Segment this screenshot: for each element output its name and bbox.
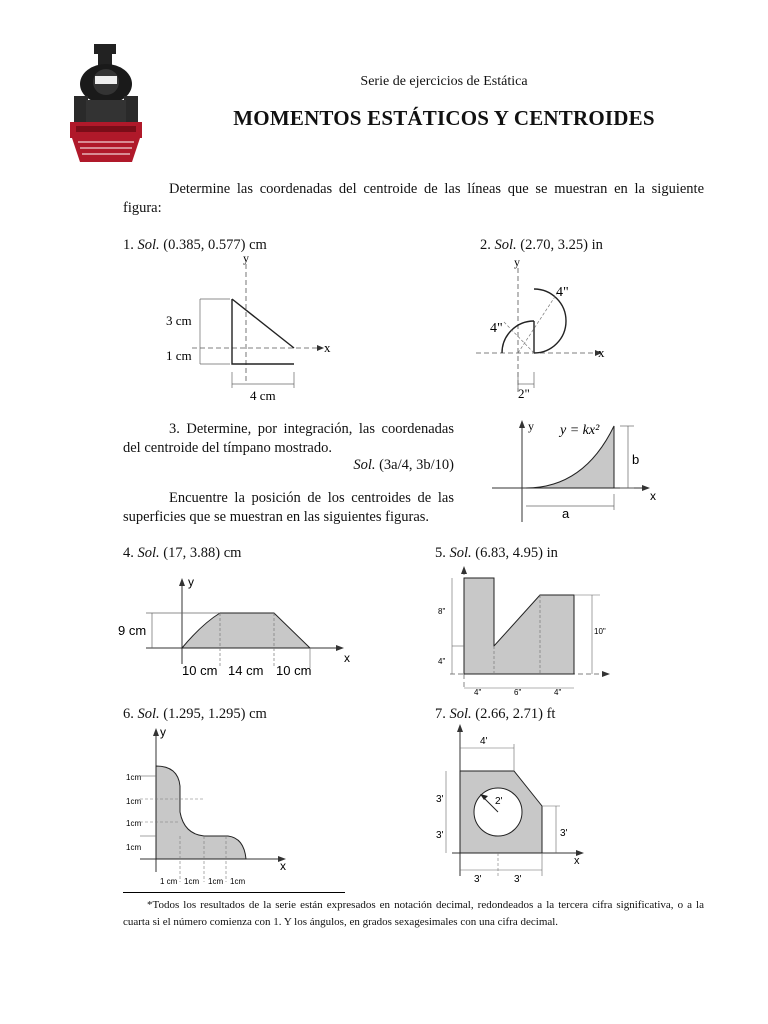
- fig2-x-label: x: [598, 345, 605, 360]
- fig6-1cm-h4: 1cm: [230, 877, 246, 886]
- fig6-1cm-h1: 1 cm: [160, 877, 178, 886]
- fig6-1cm-v3: 1cm: [126, 819, 142, 828]
- figure-6: [120, 722, 300, 892]
- fig1-3cm: 3 cm: [166, 313, 192, 328]
- figure-7: [430, 716, 600, 888]
- fig4-y-label: y: [188, 575, 194, 589]
- fig5-4in-a: 4": [474, 688, 482, 697]
- figure-5: [430, 564, 620, 698]
- fig5-10in: 10": [594, 627, 606, 636]
- fig2-y-label: y: [514, 255, 520, 269]
- fig7-3ft-v2: 3': [436, 830, 444, 841]
- fig5-4in-b: 4": [554, 688, 562, 697]
- fig3-b: b: [632, 452, 640, 467]
- fig4-10cm-a: 10 cm: [182, 663, 218, 678]
- fig7-2ft: 2': [495, 796, 503, 807]
- problem-3-text: 3. Determine, por integración, las coordenadas del centroide del tímpano mostrado.: [123, 421, 454, 456]
- fig4-14cm: 14 cm: [228, 663, 264, 678]
- fig4-x-label: x: [344, 651, 350, 665]
- fig7-3ft-v1: 3': [436, 794, 444, 805]
- fig1-y-label: y: [243, 252, 249, 265]
- fig6-1cm-h2: 1cm: [184, 877, 200, 886]
- fig6-x-label: x: [280, 859, 286, 873]
- fig7-3ft-v3: 3': [560, 828, 568, 839]
- problem-4-label: 4. Sol. (17, 3.88) cm: [123, 545, 242, 561]
- fig3-y-label: y: [528, 419, 534, 433]
- intro-paragraph: Determine las coordenadas del centroide de las líneas que se muestran en la siguiente figura:: [123, 181, 704, 216]
- fig3-x-label: x: [650, 489, 656, 503]
- fig1-x-label: x: [324, 340, 331, 355]
- figure-4: [116, 572, 366, 682]
- fig2-2in: 2": [518, 386, 530, 401]
- fig6-1cm-v1: 1cm: [126, 773, 142, 782]
- fig5-8in: 8": [438, 607, 446, 616]
- fig7-3ft-h1: 3': [474, 874, 482, 885]
- fig4-9cm: 9 cm: [118, 623, 147, 638]
- footnote: *Todos los resultados de la serie están expresados en notación decimal, redondeados a la tercera cifra significativa, o a la cuarta si el número comienza con 1. Y los ángulos, en grados sexagesimales con una cifra decimal.: [123, 899, 704, 928]
- fig7-4ft: 4': [480, 736, 488, 747]
- fig7-x-label: x: [574, 855, 580, 867]
- fig1-1cm: 1 cm: [166, 348, 192, 363]
- fig1-4cm: 4 cm: [250, 388, 276, 403]
- problem-6-label: 6. Sol. (1.295, 1.295) cm: [123, 706, 267, 722]
- problem-1-label: 1. Sol. (0.385, 0.577) cm: [123, 237, 267, 253]
- fig5-6in: 6": [514, 688, 522, 697]
- series-subtitle: Serie de ejercicios de Estática: [360, 74, 528, 89]
- fig3-equation: y = kx²: [560, 423, 600, 438]
- fig2-4in-lower: 4": [490, 321, 503, 336]
- train-logo: [66, 42, 154, 164]
- problem-7-label: 7. Sol. (2.66, 2.71) ft: [435, 706, 556, 722]
- fig6-1cm-h3: 1cm: [208, 877, 224, 886]
- problem-3-solution: Sol. (3a/4, 3b/10): [353, 457, 454, 473]
- figure-2: [470, 252, 620, 404]
- fig4-10cm-b: 10 cm: [276, 663, 312, 678]
- fig6-1cm-v2: 1cm: [126, 797, 142, 806]
- fig6-1cm-v4: 1cm: [126, 843, 142, 852]
- page-title: MOMENTOS ESTÁTICOS Y CENTROIDES: [233, 106, 655, 130]
- problem-5-label: 5. Sol. (6.83, 4.95) in: [435, 545, 558, 561]
- fig2-4in-upper: 4": [556, 285, 569, 300]
- problem-2-label: 2. Sol. (2.70, 3.25) in: [480, 237, 603, 253]
- footnote-rule: [123, 892, 345, 893]
- fig3-a: a: [562, 506, 570, 521]
- figure-1: [160, 252, 340, 404]
- figure-3: [484, 414, 664, 526]
- fig5-4in: 4": [438, 657, 446, 666]
- fig7-3ft-h2: 3': [514, 874, 522, 885]
- fig6-y-label: y: [160, 725, 166, 739]
- surfaces-intro: Encuentre la posición de los centroides de las superficies que se muestran en las siguientes figuras.: [123, 490, 454, 525]
